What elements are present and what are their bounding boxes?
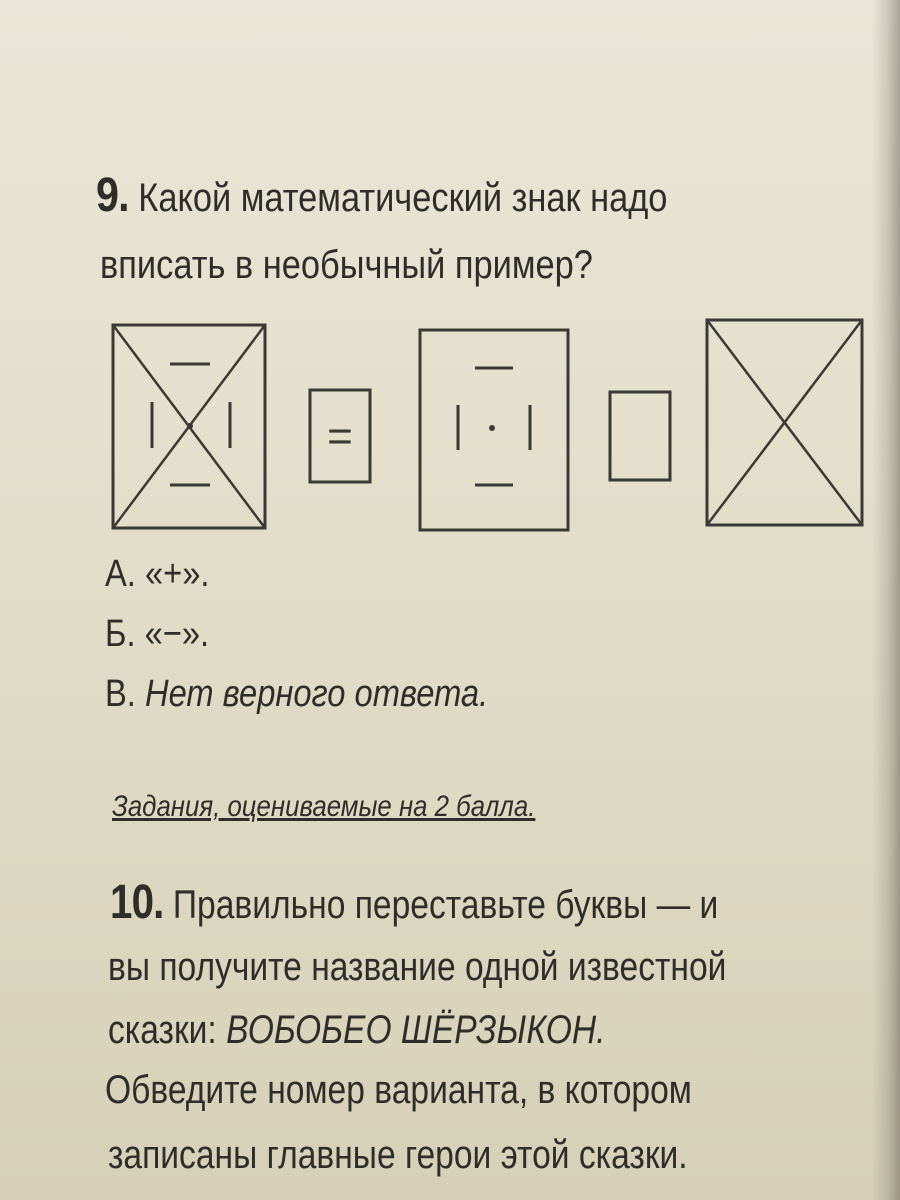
question-10-line-3 <box>108 1008 606 1053</box>
question-10-line-4: Обведите номер варианта, в котором <box>105 1068 692 1112</box>
figure-right-rect-with-x <box>707 320 862 525</box>
answer-a-label: А. <box>105 553 136 595</box>
question-10-number: 10. <box>110 876 164 929</box>
answer-option-a <box>105 553 209 596</box>
question-9-line-2: вписать в необычный пример? <box>100 243 593 287</box>
figure-middle-rect-with-dot <box>420 330 568 530</box>
question-10-line-1 <box>110 875 718 930</box>
answer-b-label: Б. <box>105 613 136 655</box>
answer-c-text: Нет верного ответа. <box>144 673 489 715</box>
question-10-line-2: вы получите название одной известной <box>108 945 727 989</box>
question-9-text-1: Какой математический знак надо <box>138 176 668 220</box>
question-10-line-3-prefix: сказки: <box>108 1008 227 1052</box>
empty-answer-box <box>610 392 670 480</box>
page-edge-shadow <box>872 0 900 1200</box>
section-note: Задания, оцениваемые на 2 балла. <box>112 790 536 823</box>
figure-left-rect-with-x <box>113 325 265 528</box>
question-10-text-1: Правильно переставьте буквы — и <box>172 883 719 927</box>
answer-b-text: «−». <box>144 613 210 655</box>
question-9-number: 9. <box>96 169 129 222</box>
answer-a-text: «+». <box>144 553 210 595</box>
answer-option-c <box>105 673 488 716</box>
answer-c-label: В. <box>105 673 136 715</box>
question-10-line-5: записаны главные герои этой сказки. <box>108 1133 688 1177</box>
answer-option-b <box>105 613 209 656</box>
equals-sign: = <box>327 412 353 461</box>
scrambled-title: ВОБОБЕО ШЁРЗЫКОН. <box>226 1008 606 1052</box>
